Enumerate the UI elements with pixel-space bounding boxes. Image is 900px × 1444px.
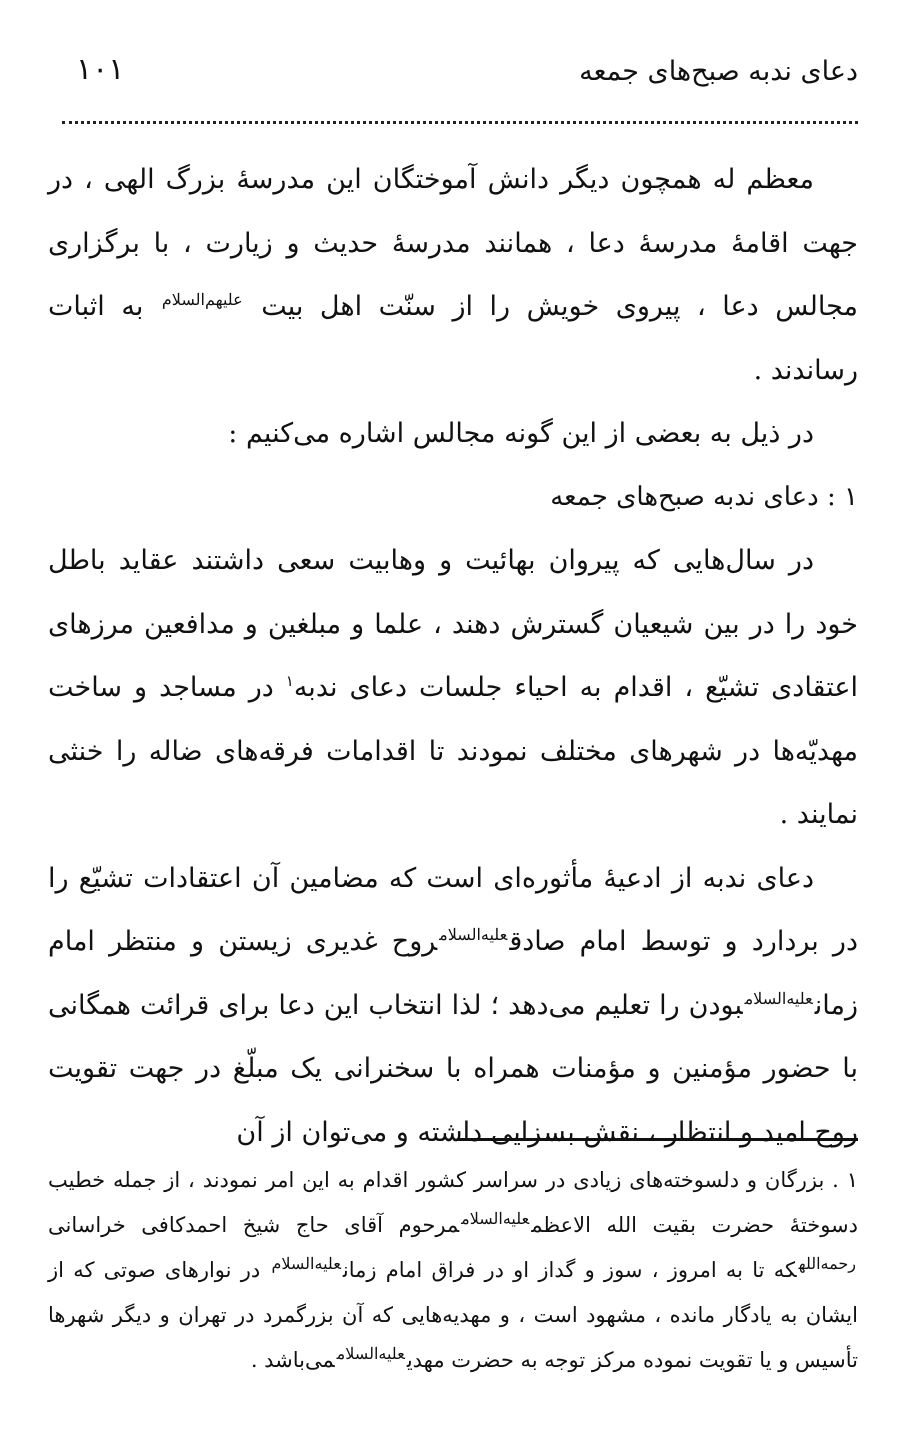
main-text bbox=[48, 148, 858, 1164]
paragraph-4-text-b: روح غدیری زیستن و منتظر امام زمان bbox=[48, 926, 858, 1021]
footnote-text-d: در نوارهای صوتی که از ایشان به یادگار مانده ، مشهود است ، و مهدیه‌هایی که آن بزرگمرد در تهران و دیگر شهرها تأسیس و یا تقویت نموده مرکز توجه به حضرت مهدی bbox=[48, 1258, 858, 1372]
paragraph-3-text: در سال‌هایی که پیروان بهائیت و وهابیت سعی داشتند عقاید باطل خود را در بین شیعیان گسترش دهند ، علما و مبلغین و مدافعین مرزهای اعتقادی تشیّع ، اقدام به احیاء جلسات دعای ندبه bbox=[48, 545, 858, 703]
footnote-text-b: مرحوم آقای حاج شیخ احمدکافی خراسانی bbox=[48, 1213, 460, 1237]
paragraph-4-text-a: دعای ندبه از ادعیهٔ مأثوره‌ای است که مضامین آن اعتقادات تشیّع را در بردارد و توسط امام صادق bbox=[48, 862, 858, 957]
paragraph-1-end: به اثبات رساندند . bbox=[48, 291, 858, 386]
honorific-glyph: علیهم‌السلام bbox=[161, 290, 243, 309]
footnote-text-c: که تا به امروز ، سوز و گداز او در فراق امام زمان bbox=[342, 1258, 797, 1282]
paragraph-1 bbox=[48, 148, 858, 402]
honorific-glyph: علیه‌السلام bbox=[744, 988, 813, 1008]
paragraph-2: در ذیل به بعضی از این گونه مجالس اشاره می‌کنیم : bbox=[228, 418, 814, 449]
paragraph-4-text-c: بودن را تعلیم می‌دهد ؛ لذا انتخاب این دعا برای قرائت همگانی با حضور مؤمنین و مؤمنات همراه با سخنرانی یک مبلّغ در جهت تقویت روح امید و انتظار ، نقش بسزایی داشته و می‌توان از آن bbox=[48, 989, 858, 1148]
paragraph-3 bbox=[48, 529, 858, 847]
footnote-reference: ۱ bbox=[285, 672, 294, 690]
book-page bbox=[48, 0, 858, 1444]
running-title: دعای ندبه صبح‌های جمعه bbox=[579, 56, 858, 87]
honorific-glyph: علیه‌السلام bbox=[461, 1209, 530, 1228]
footnote-text-e: می‌باشد . bbox=[250, 1348, 335, 1372]
header-dotted-rule bbox=[62, 121, 858, 124]
honorific-glyph: رحمه‌الله bbox=[798, 1254, 856, 1273]
honorific-glyph: علیه‌السلام bbox=[439, 925, 508, 944]
footnote-1 bbox=[48, 1158, 858, 1383]
section-heading: ۱ : دعای ندبه صبح‌های جمعه bbox=[550, 481, 858, 512]
honorific-glyph: علیه‌السلام bbox=[271, 1254, 341, 1273]
page-number: ۱۰۱ bbox=[76, 52, 125, 87]
footnote-text-a: ۱ . بزرگان و دلسوخته‌های زیادی در سراسر کشور اقدام به این امر نمودند ، از جمله خطیب دسوختهٔ حضرت بقیت الله الاعظم bbox=[48, 1168, 859, 1237]
paragraph-1-text: معظم له همچون دیگر دانش آموختگان این مدرسهٔ بزرگ الهی ، در جهت اقامهٔ مدرسهٔ دعا ، همانند مدرسهٔ حدیث و زیارت ، با برگزاری مجالس دعا ، پیروی خویش را از سنّت اهل بیت bbox=[48, 164, 858, 322]
footnotes bbox=[48, 1158, 858, 1383]
paragraph-3-end: در مساجد و ساخت مهدیّه‌ها در شهرهای مختلف نمودند تا اقدامات فرقه‌های ضاله را خنثی نمایند . bbox=[48, 672, 858, 830]
paragraph-4 bbox=[48, 847, 858, 1165]
honorific-glyph: علیه‌السلام bbox=[336, 1344, 405, 1363]
page-header bbox=[48, 52, 858, 102]
footnote-rule bbox=[458, 1138, 858, 1141]
